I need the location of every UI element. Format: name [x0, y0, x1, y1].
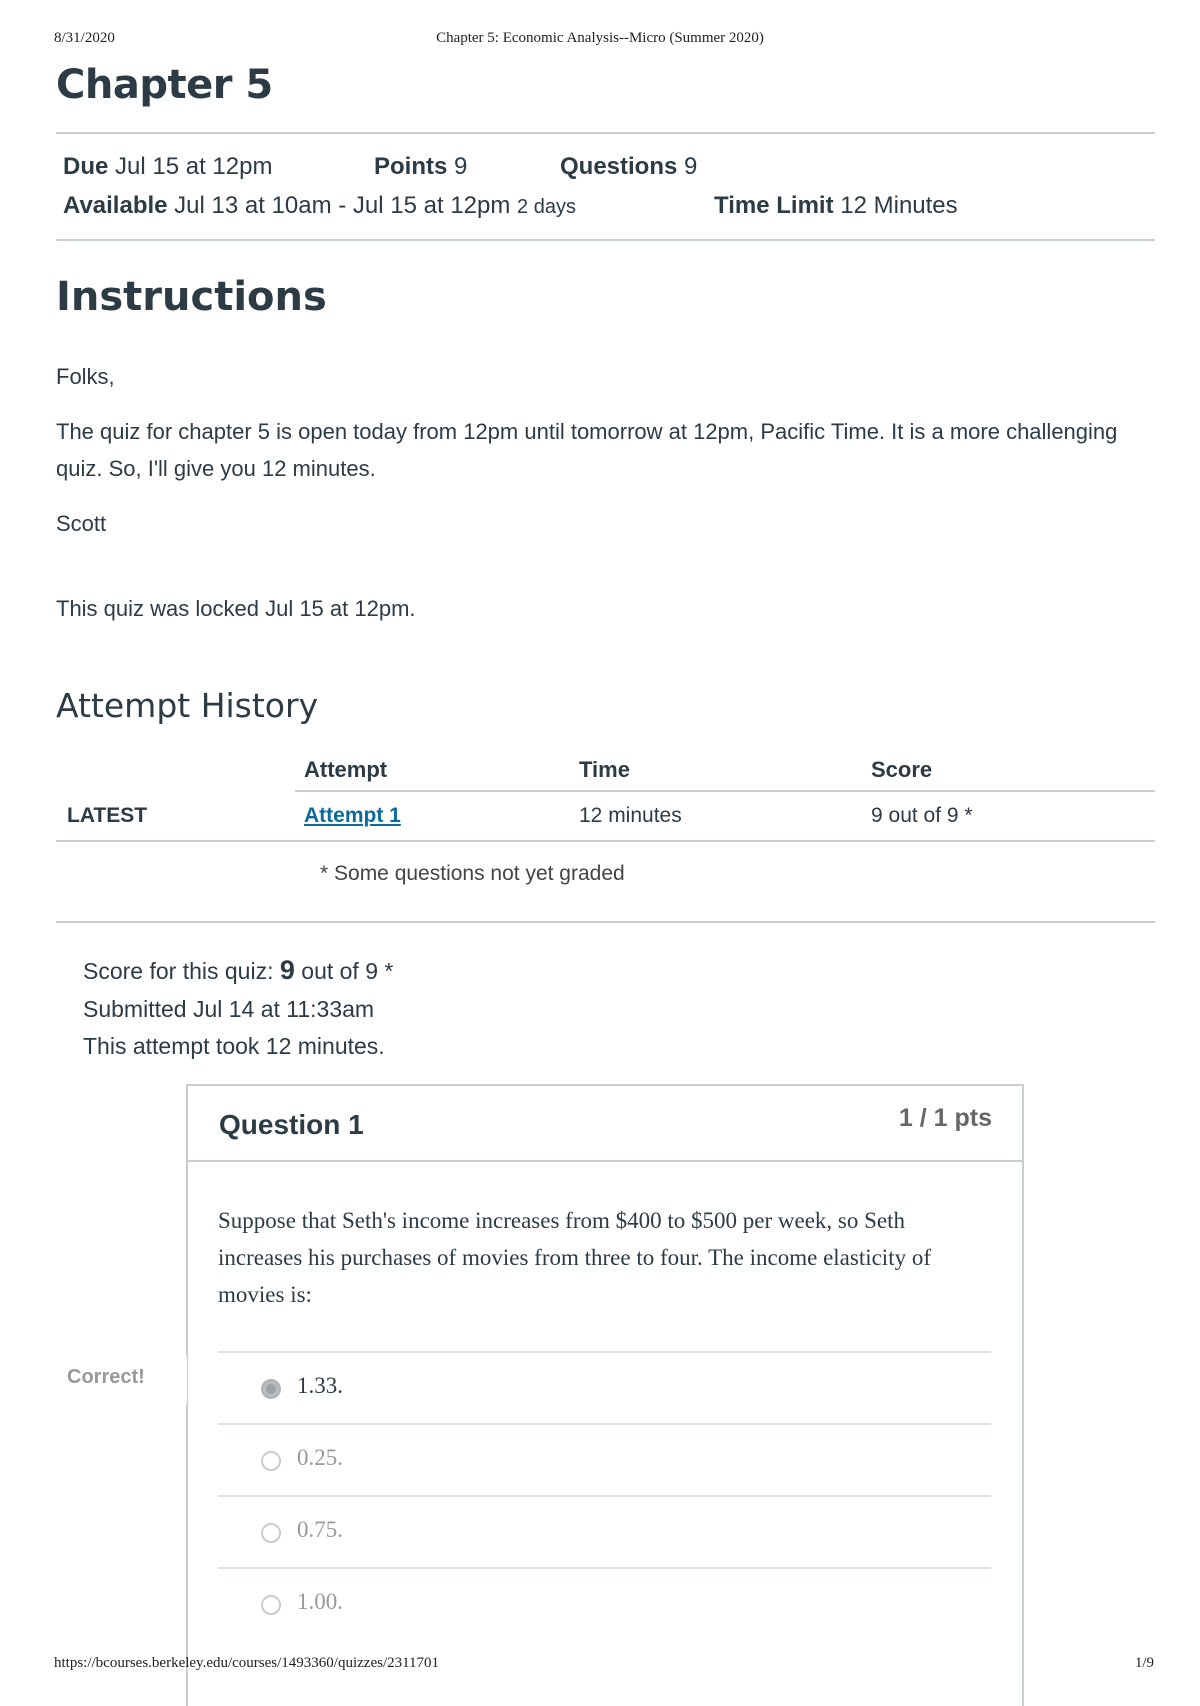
table-row-divider [56, 840, 1155, 842]
questions-label: Questions [560, 153, 678, 180]
radio-selected-icon[interactable] [261, 1379, 281, 1399]
radio-icon[interactable] [261, 1523, 281, 1543]
latest-label: LATEST [67, 804, 148, 827]
points-meta [374, 153, 467, 181]
column-header-score: Score [871, 757, 933, 782]
quiz-score-line [83, 955, 393, 986]
question-text: Suppose that Seth's income increases from $400 to $500 per week, so Seth increases his purchases of movies from three to four. The income elasticity of movies is: [218, 1208, 931, 1307]
question-card [186, 1084, 1024, 1706]
column-header-attempt: Attempt [304, 757, 388, 782]
attempt-1-link[interactable] [304, 804, 401, 828]
answer-option[interactable] [218, 1423, 991, 1497]
available-label: Available [63, 192, 168, 219]
answer-text: 0.25. [297, 1445, 343, 1470]
print-page-title: Chapter 5: Economic Analysis--Micro (Summer 2020) [436, 30, 764, 46]
due-label: Due [63, 153, 109, 180]
ungraded-note: * Some questions not yet graded [320, 862, 625, 885]
instructions-greeting: Folks, [56, 364, 115, 389]
submitted-line: Submitted Jul 14 at 11:33am [83, 996, 375, 1022]
questions-value: 9 [684, 153, 698, 180]
attempt-link-text[interactable]: Attempt 1 [304, 804, 401, 827]
score-prefix: Score for this quiz: [83, 958, 280, 984]
time-limit-value: 12 Minutes [840, 192, 958, 219]
radio-icon[interactable] [261, 1451, 281, 1471]
answer-option[interactable] [218, 1567, 991, 1641]
question-title: Question 1 [219, 1109, 364, 1140]
divider [56, 239, 1155, 241]
question-header [188, 1086, 1022, 1162]
divider [56, 132, 1155, 134]
table-header-divider [295, 790, 1155, 792]
answer-text: 0.75. [297, 1517, 343, 1542]
answer-option[interactable] [218, 1351, 991, 1425]
available-duration: 2 days [517, 196, 576, 218]
score-suffix: out of 9 * [294, 958, 394, 984]
questions-meta [560, 153, 697, 181]
due-meta [63, 153, 272, 181]
attempt-time: 12 minutes [579, 804, 682, 827]
instructions-body: The quiz for chapter 5 is open today from 12pm until tomorrow at 12pm, Pacific Time. It is a more challenging quiz. So, I'll give you 12 minutes. [56, 419, 1118, 481]
divider [56, 921, 1155, 923]
score-value: 9 [279, 955, 295, 985]
print-date: 8/31/2020 [54, 30, 115, 46]
instructions-signature: Scott [56, 511, 107, 536]
answer-option[interactable] [218, 1495, 991, 1569]
due-value: Jul 15 at 12pm [115, 153, 273, 180]
question-points: 1 / 1 pts [898, 1104, 992, 1132]
page-title: Chapter 5 [56, 62, 273, 108]
time-limit-label: Time Limit [714, 192, 834, 219]
attempt-history-heading: Attempt History [56, 686, 319, 725]
radio-icon[interactable] [261, 1595, 281, 1615]
attempt-score: 9 out of 9 * [871, 804, 973, 827]
points-value: 9 [454, 153, 468, 180]
column-header-time: Time [579, 757, 630, 782]
print-header [0, 30, 1200, 54]
points-label: Points [374, 153, 448, 180]
print-url: https://bcourses.berkeley.edu/courses/1493360/quizzes/2311701 [54, 1655, 440, 1671]
correct-flag-label: Correct! [67, 1366, 145, 1388]
answer-text: 1.00. [297, 1589, 343, 1614]
locked-notice: This quiz was locked Jul 15 at 12pm. [56, 596, 416, 621]
duration-line: This attempt took 12 minutes. [83, 1033, 385, 1059]
time-limit-meta [714, 192, 958, 220]
correct-answer-flag [61, 1357, 187, 1403]
print-footer [0, 1655, 1200, 1679]
available-value: Jul 13 at 10am - Jul 15 at 12pm [174, 192, 511, 219]
available-meta [63, 192, 576, 220]
answer-text: 1.33. [297, 1373, 343, 1398]
instructions-heading: Instructions [56, 274, 327, 320]
print-page-number: 1/9 [1134, 1655, 1154, 1671]
